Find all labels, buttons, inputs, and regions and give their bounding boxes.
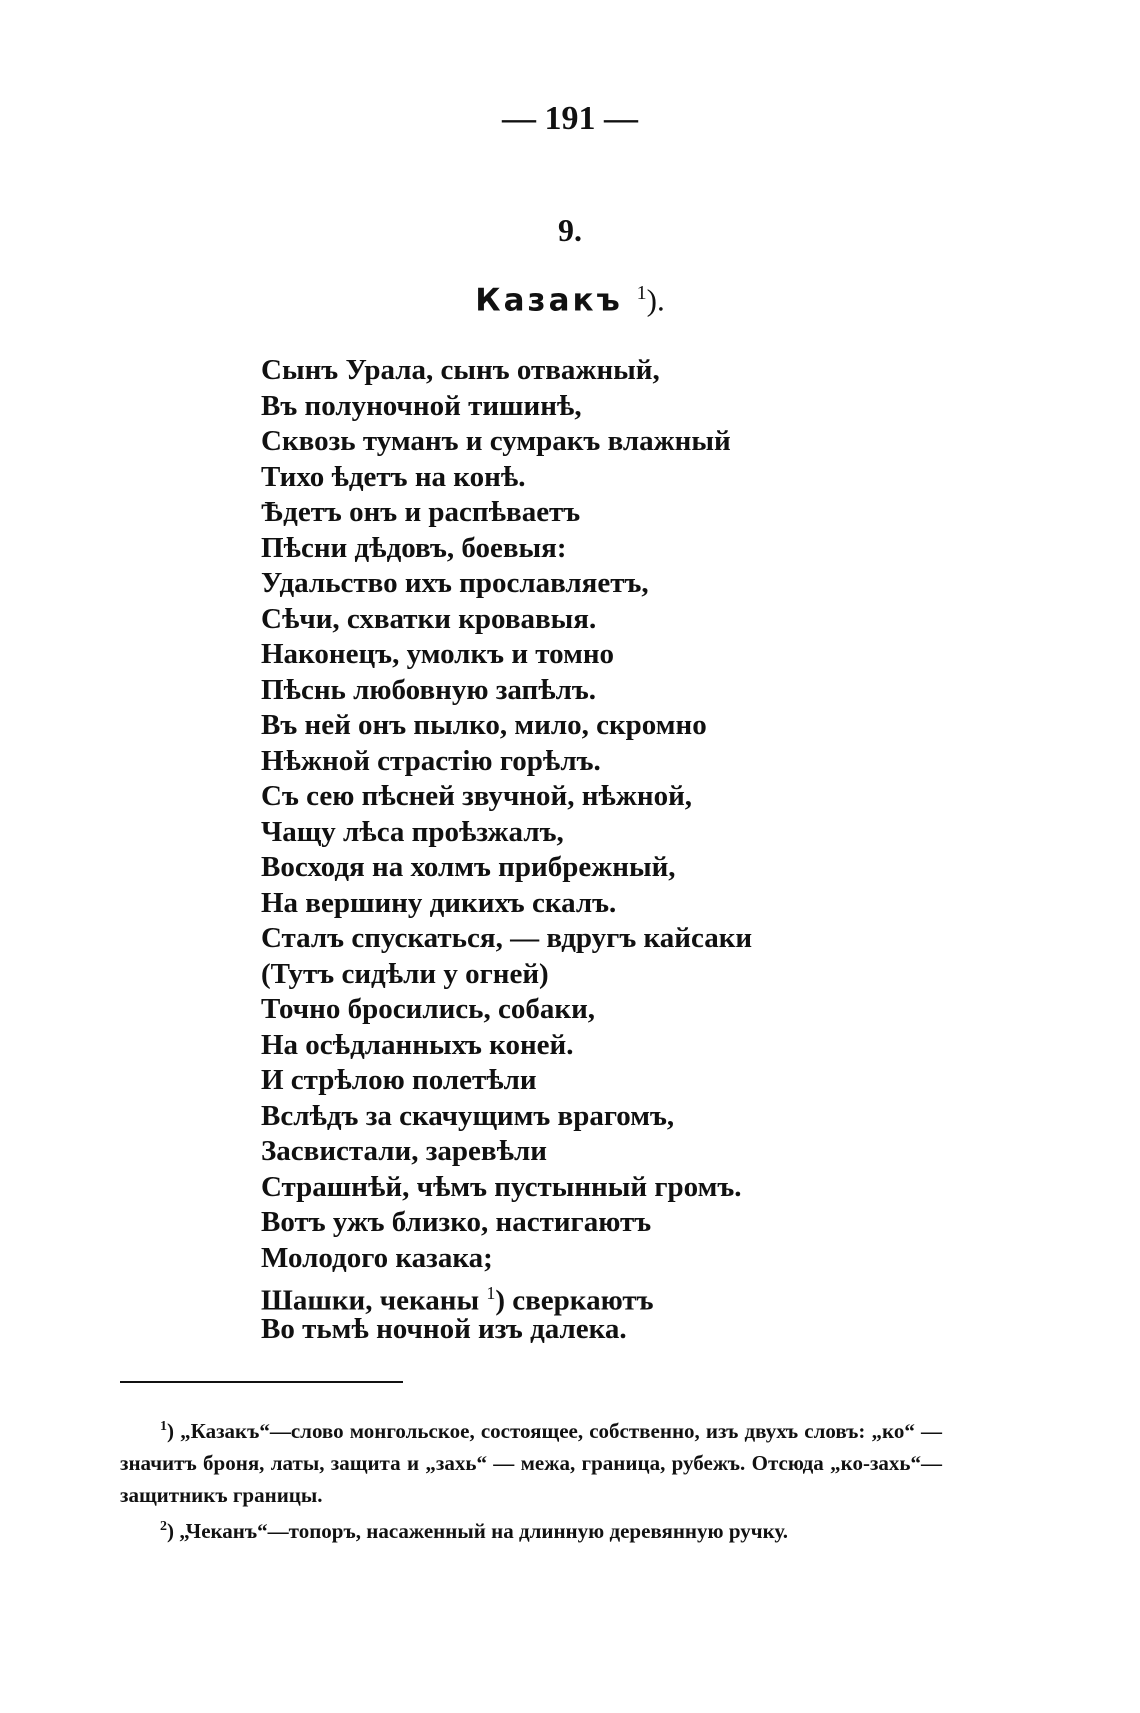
poem-line: Засвистали, заревѣли [261, 1135, 547, 1167]
poem-line: На вершину дикихъ скалъ. [261, 886, 617, 919]
poem-title [0, 282, 1140, 318]
poem-line: Во тьмѣ ночной изъ далека. [261, 1312, 627, 1345]
footnote-text: ) „Чеканъ“—топоръ, насаженный на длинную деревянную ручку. [167, 1519, 789, 1543]
poem-line: Восходя на холмъ прибрежный, [261, 851, 676, 883]
poem-line: Нѣжной страстiю горѣлъ. [261, 744, 601, 777]
poem-line: Вслѣдъ за скачущимъ врагомъ, [261, 1099, 675, 1132]
footnote-ref-1: 1 [636, 282, 647, 304]
page-number: — 191 — [502, 100, 638, 137]
poem-line: Точно бросились, собаки, [261, 993, 596, 1025]
poem-line-text: ) сверкаютъ [495, 1284, 654, 1317]
poem-line: Сынъ Урала, сынъ отважный, [261, 354, 660, 386]
footnote-ref-2: 1 [486, 1283, 496, 1303]
poem-line: Въ ней онъ пылко, мило, скромно [261, 709, 707, 741]
section-number: 9. [558, 212, 582, 248]
footnote-text: ) „Казакъ“—слово монгольское, состоящее, собственно, изъ двухъ словъ: „ко“ — значитъ броня, латы, защита и „захь“ — межа, граница, рубежъ. Отсюда „ко-захь“—защитникъ границы. [120, 1419, 942, 1507]
poem-line: Съ сею пѣсней звучной, нѣжной, [261, 780, 693, 812]
poem-line: Сталъ спускаться, — вдругъ кайсаки [261, 922, 753, 954]
footnote-2 [120, 1511, 942, 1547]
poem-line: Вотъ ужъ близко, настигаютъ [261, 1206, 652, 1238]
poem-line: Въ полуночной тишинѣ, [261, 389, 582, 422]
poem-title-close: ). [646, 282, 665, 318]
poem-line: Удальство ихъ прославляетъ, [261, 567, 649, 599]
footnote-divider [120, 1381, 403, 1383]
poem-line: Пѣснь любовную запѣлъ. [261, 673, 597, 706]
poem-line: Ѣдетъ онъ и распѣваетъ [261, 496, 581, 528]
poem-line-text: Шашки, чеканы [261, 1284, 487, 1317]
poem-line: Страшнѣй, чѣмъ пустынный громъ. [261, 1170, 742, 1203]
poem-body [261, 353, 901, 1347]
footnote-mark: 1 [160, 1419, 167, 1434]
poem-line: Молодого казака; [261, 1241, 493, 1274]
footnotes [120, 1411, 942, 1547]
poem-line: Тихо ѣдетъ на конѣ. [261, 460, 526, 493]
poem-line: Сѣчи, схватки кровавыя. [261, 602, 597, 635]
footnote-1 [120, 1411, 942, 1511]
poem-line: (Тутъ сидѣли у огней) [261, 957, 549, 990]
poem-line [261, 1276, 901, 1317]
poem-line: Чащу лѣса проѣзжалъ, [261, 815, 564, 848]
poem-line: На осѣдланныхъ коней. [261, 1028, 574, 1061]
footnote-mark: 2 [160, 1519, 167, 1534]
poem-line: И стрѣлою полетѣли [261, 1064, 537, 1096]
poem-title-text: Казакъ [475, 282, 623, 319]
poem-line: Наконецъ, умолкъ и томно [261, 638, 615, 670]
poem-line: Сквозь туманъ и сумракъ влажный [261, 425, 731, 457]
poem-line: Пѣсни дѣдовъ, боевыя: [261, 531, 567, 564]
